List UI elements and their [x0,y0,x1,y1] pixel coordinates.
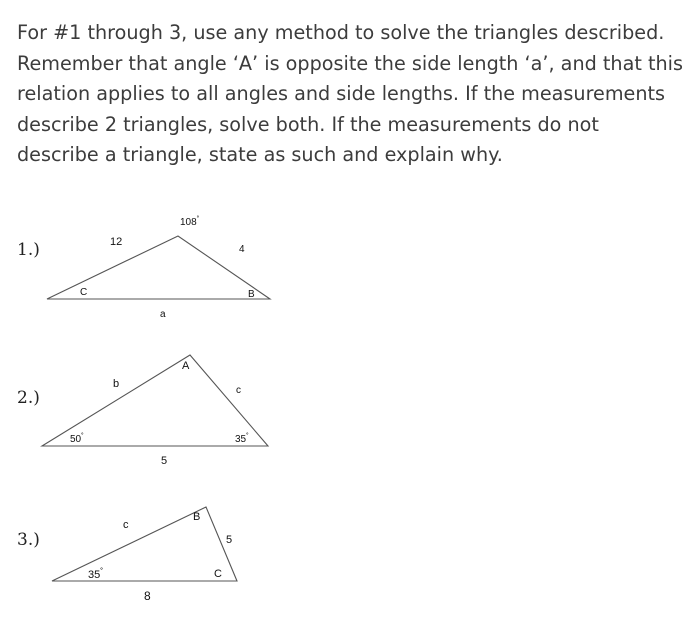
triangle-3-bottom-side: 8 [144,589,151,603]
problem-1-label: 1.) [17,240,40,260]
problem-2-label: 2.) [17,388,40,408]
triangle-3-left-angle: 35˚ [88,567,104,581]
triangle-2-right-side: c [236,385,241,396]
triangle-1-left-side: 12 [110,236,123,248]
triangle-2-shape [42,355,268,446]
triangle-2-right-angle: 35˚ [235,432,249,445]
triangle-2-top-vertex: A [182,360,190,372]
instructions-line: Remember that angle ‘A’ is opposite the side length ‘a’, and that this [17,51,683,75]
triangle-3 [52,507,237,603]
triangle-1-left-vertex: C [80,287,88,298]
instructions-line: describe 2 triangles, solve both. If the measurements do not [17,112,599,136]
problem-3-label: 3.) [17,530,40,550]
triangle-2-left-side: b [113,378,120,390]
triangle-3-shape [52,507,237,581]
triangle-2 [42,355,268,467]
triangle-3-right-side: 5 [226,534,233,546]
triangle-3-right-vertex: C [214,568,222,580]
triangle-1-top-angle: 108˚ [180,215,200,228]
triangle-1-right-vertex: B [248,289,255,300]
triangle-1-bottom-side: a [160,309,166,320]
instructions-line: describe a triangle, state as such and explain why. [17,143,503,166]
triangle-1 [47,215,270,320]
triangle-2-bottom-side: 5 [161,455,168,467]
triangle-2-left-angle: 50˚ [70,432,84,445]
instructions-line: relation applies to all angles and side lengths. If the measurements [17,82,666,105]
instructions-line: For #1 through 3, use any method to solve the triangles described. [17,21,665,44]
triangle-3-left-side: c [123,519,129,531]
triangle-1-right-side: 4 [239,244,245,255]
triangle-3-top-vertex: B [193,511,201,523]
